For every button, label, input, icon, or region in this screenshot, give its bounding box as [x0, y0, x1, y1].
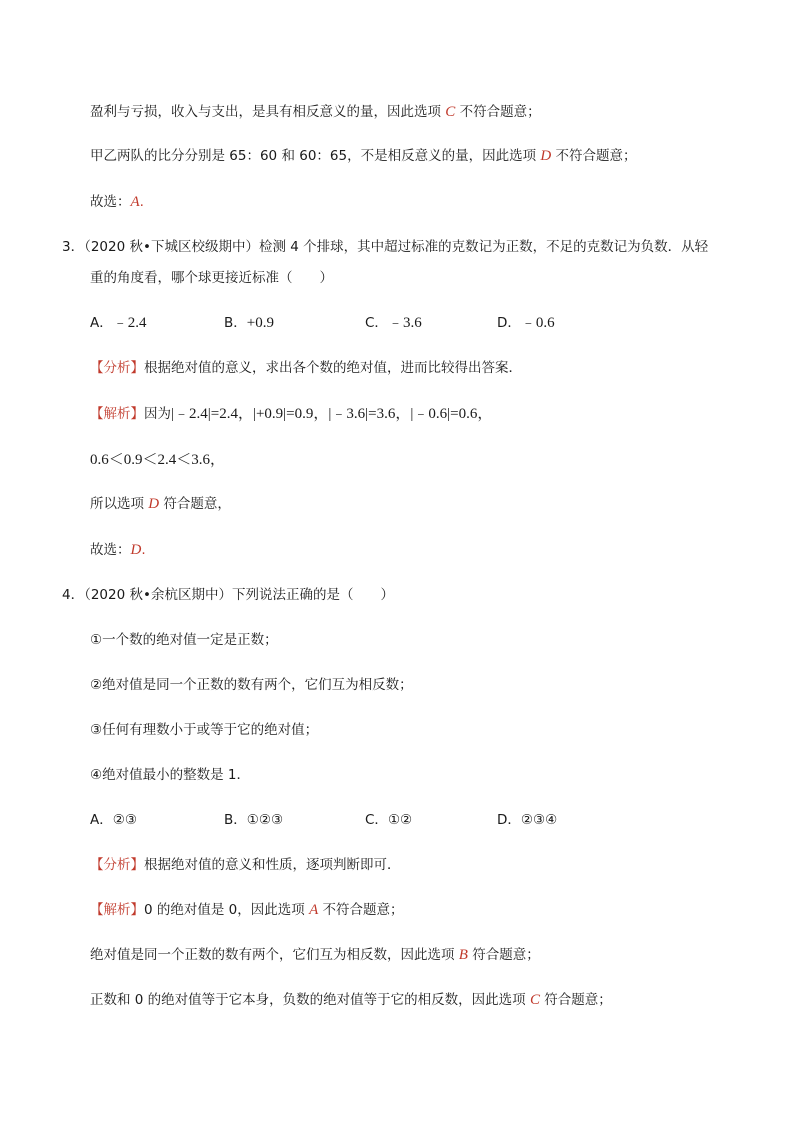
q4-solution-1: 【解析】0 的绝对值是 0，因此选项 A 不符合题意；: [90, 902, 404, 918]
q3-option-b: B．+0.9: [224, 315, 274, 331]
q4-solution-2: 绝对值是同一个正数的数有两个，它们互为相反数，因此选项 B 符合题意；: [90, 947, 540, 963]
q4-analysis: 【分析】根据绝对值的意义和性质，逐项判断即可．: [90, 857, 401, 873]
q4-option-d: D．②③④: [497, 812, 558, 828]
option-letter: C: [529, 992, 540, 1008]
q3-analysis: 【分析】根据绝对值的意义，求出各个数的绝对值，进而比较得出答案．: [90, 360, 522, 376]
q4-statement-2: ②绝对值是同一个正数的数有两个，它们互为相反数；: [90, 677, 413, 693]
q4-option-a: A．②③: [90, 812, 137, 828]
q3-answer: 故选：D.: [90, 542, 146, 558]
q4-statement-4: ④绝对值最小的整数是 1．: [90, 767, 250, 783]
option-letter: B: [458, 947, 468, 963]
q3-option-d: D．﹣0.6: [497, 315, 555, 331]
solution-tag: 【解析】: [90, 406, 144, 422]
q4-option-b: B．①②③: [224, 812, 284, 828]
option-letter: D: [148, 496, 160, 512]
q3-option-a: A．﹣2.4: [90, 315, 147, 331]
option-letter: D: [540, 148, 552, 164]
q3-option-c: C．﹣3.6: [365, 315, 422, 331]
q3-solution: 【解析】因为|﹣2.4|=2.4，|+0.9|=0.9，|﹣3.6|=3.6，|﹣0.6|=0.6，: [90, 406, 493, 422]
q4-statement-1: ①一个数的绝对值一定是正数；: [90, 632, 278, 648]
question-number: 3．: [62, 239, 85, 255]
q4-option-c: C．①②: [365, 812, 413, 828]
solution-tag: 【解析】: [90, 902, 144, 918]
q3-conclusion: 所以选项 D 符合题意，: [90, 496, 231, 512]
option-letter: A: [309, 902, 319, 918]
analysis-tag: 【分析】: [90, 360, 144, 376]
q4-stem: 4．（2020 秋•余杭区期中）下列说法正确的是（ ）: [62, 587, 394, 603]
option-letter: C: [445, 104, 456, 120]
q2-answer: 故选：A.: [90, 194, 144, 210]
q4-solution-3: 正数和 0 的绝对值等于它本身，负数的绝对值等于它的相反数，因此选项 C 符合题意；: [90, 992, 612, 1008]
analysis-tag: 【分析】: [90, 857, 144, 873]
q4-statement-3: ③任何有理数小于或等于它的绝对值；: [90, 722, 319, 738]
q2-explanation-c: 盈利与亏损，收入与支出，是具有相反意义的量，因此选项 C 不符合题意；: [90, 104, 541, 120]
q3-compare: 0.6＜0.9＜2.4＜3.6，: [90, 452, 226, 468]
option-letter: D: [130, 542, 142, 558]
q3-stem-line1: 3．（2020 秋•下城区校级期中）检测 4 个排球，其中超过标准的克数记为正数，不足的克数记为负数．从轻: [62, 239, 709, 255]
option-letter: A: [130, 194, 140, 210]
question-number: 4．: [62, 587, 85, 603]
q2-explanation-d: 甲乙两队的比分分别是 65：60 和 60：65，不是相反意义的量，因此选项 D 不符合题意；: [90, 148, 637, 164]
q3-stem-line2: 重的角度看，哪个球更接近标准（ ）: [90, 270, 333, 286]
